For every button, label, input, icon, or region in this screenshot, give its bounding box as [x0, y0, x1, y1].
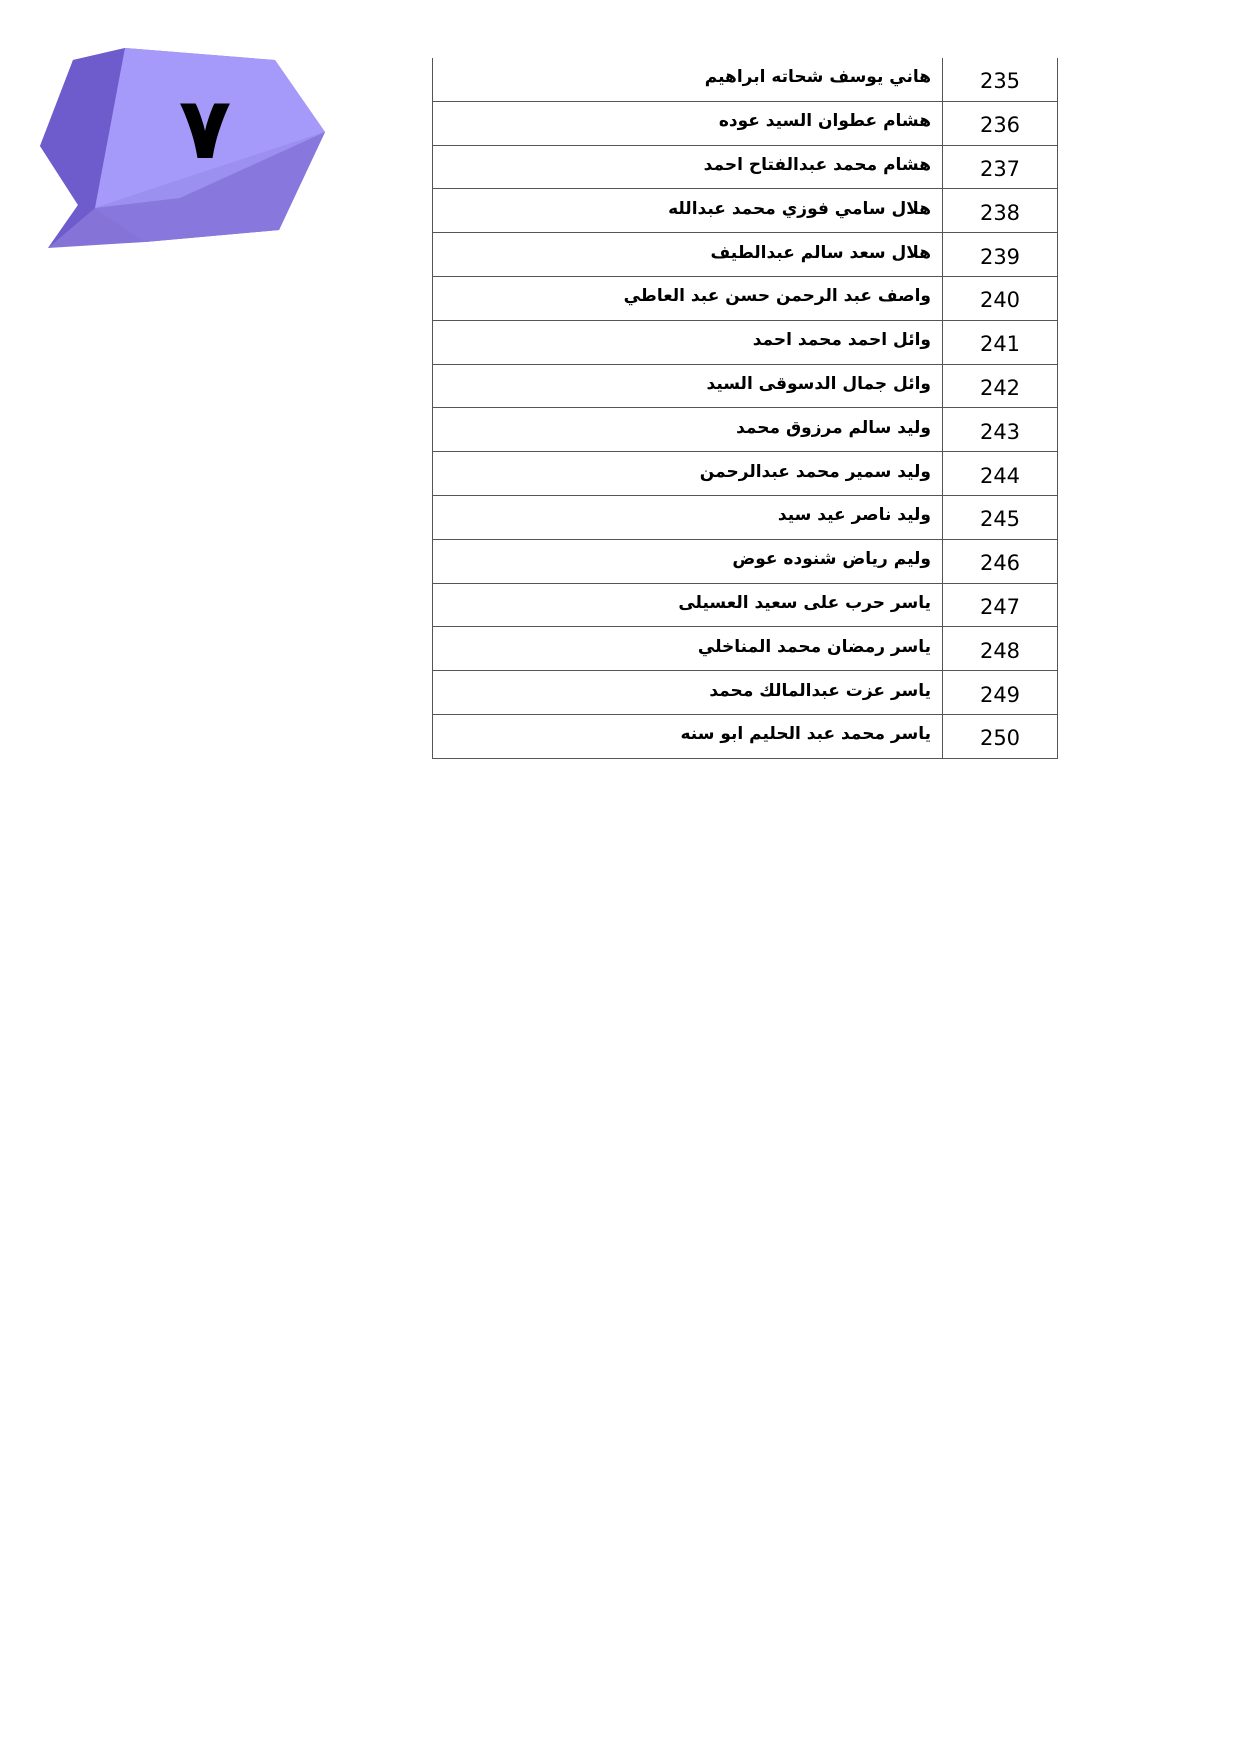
table-row	[433, 189, 1058, 233]
table-row	[433, 233, 1058, 277]
row-name-cell: هشام محمد عبدالفتاح احمد	[433, 145, 943, 189]
row-number-cell: 242	[943, 364, 1058, 408]
row-name-cell: هلال سعد سالم عبدالطيف	[433, 233, 943, 277]
row-number-cell: 236	[943, 101, 1058, 145]
row-name-cell: ياسر عزت عبدالمالك محمد	[433, 671, 943, 715]
names-table-body	[433, 58, 1058, 758]
row-name-cell: وليد سالم مرزوق محمد	[433, 408, 943, 452]
table-row	[433, 58, 1058, 101]
table-row	[433, 408, 1058, 452]
row-name-cell: وائل جمال الدسوقى السيد	[433, 364, 943, 408]
table-row	[433, 495, 1058, 539]
table-row	[433, 145, 1058, 189]
names-table	[432, 58, 1058, 759]
table-row	[433, 627, 1058, 671]
row-number-cell: 238	[943, 189, 1058, 233]
row-number-cell: 241	[943, 320, 1058, 364]
row-name-cell: ياسر حرب على سعيد العسيلى	[433, 583, 943, 627]
row-name-cell: هلال سامي فوزي محمد عبدالله	[433, 189, 943, 233]
row-number-cell: 248	[943, 627, 1058, 671]
row-name-cell: وليم رياض شنوده عوض	[433, 539, 943, 583]
row-name-cell: هشام عطوان السيد عوده	[433, 101, 943, 145]
row-number-cell: 243	[943, 408, 1058, 452]
row-number-cell: 237	[943, 145, 1058, 189]
row-name-cell: وائل احمد محمد احمد	[433, 320, 943, 364]
row-number-cell: 245	[943, 495, 1058, 539]
row-number-cell: 247	[943, 583, 1058, 627]
row-name-cell: وليد ناصر عيد سيد	[433, 495, 943, 539]
row-number-cell: 240	[943, 276, 1058, 320]
table-row	[433, 101, 1058, 145]
table-row	[433, 583, 1058, 627]
table-row	[433, 320, 1058, 364]
row-name-cell: ياسر رمضان محمد المناخلي	[433, 627, 943, 671]
table-row	[433, 276, 1058, 320]
table-row	[433, 539, 1058, 583]
table-row	[433, 671, 1058, 715]
table-row	[433, 452, 1058, 496]
table-row	[433, 364, 1058, 408]
row-name-cell: واصف عبد الرحمن حسن عبد العاطي	[433, 276, 943, 320]
row-number-cell: 246	[943, 539, 1058, 583]
table-row	[433, 714, 1058, 758]
row-number-cell: 250	[943, 714, 1058, 758]
row-number-cell: 244	[943, 452, 1058, 496]
row-number-cell: 249	[943, 671, 1058, 715]
row-name-cell: ياسر محمد عبد الحليم ابو سنه	[433, 714, 943, 758]
row-number-cell: 235	[943, 58, 1058, 101]
page-number: ٧	[178, 79, 232, 179]
row-number-cell: 239	[943, 233, 1058, 277]
row-name-cell: هاني يوسف شحاته ابراهيم	[433, 58, 943, 101]
row-name-cell: وليد سمير محمد عبدالرحمن	[433, 452, 943, 496]
page-number-badge	[40, 48, 325, 253]
